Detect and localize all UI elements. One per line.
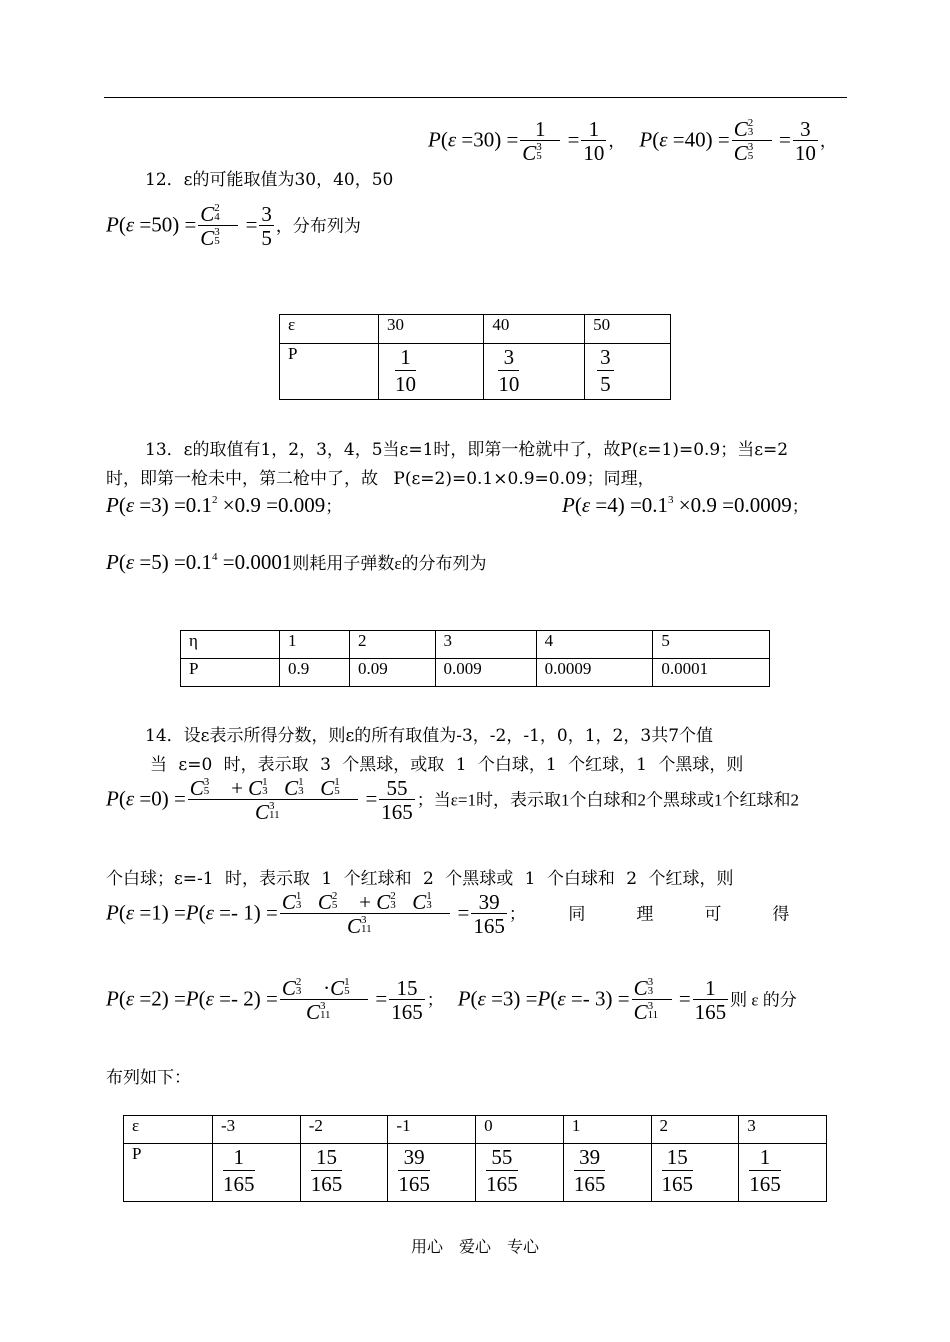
p13-line2: 时，即第一枪未中，第二枪中了，故 P(ε=2)=0.1×0.9=0.09；同理， [106,469,655,489]
p14-eq1: P(ε =1) =P(ε =- 1) = C 1 3 C 2 5 + C 2 3 C 1 3 C 3 11 = $\frac{39}{165}$ ； 同 理 可 得 [106,890,790,938]
p14-line1: 14．设ε表示所得分数，则ε的所有取值为-3，-2，-1，0，1，2，3共7个值 [145,726,714,746]
table-cell: 40 [484,315,585,344]
table-cell: $\frac{39}{165}$ [563,1144,651,1202]
table-cell: $\frac{3}{5}$ [585,344,671,400]
table-cell: ε [124,1116,213,1144]
table-cell: ε [280,315,379,344]
p13-eq3: $P(\varepsilon =3) =0.1^2 \times 0.9 =0.009$； [106,493,343,517]
table-cell: $\frac{39}{165}$ [388,1144,476,1202]
table-cell: 4 [536,631,653,659]
table-cell: $\frac{55}{165}$ [476,1144,564,1202]
header-rule [104,97,847,98]
table-cell: 3 [739,1116,827,1144]
table-cell: 1 [563,1116,651,1144]
page-footer: 用心 爱心 专心 [410,1237,539,1256]
table-cell: $\frac{15}{165}$ [651,1144,739,1202]
table-cell: 3 [435,631,536,659]
p14-eq2: P(ε =2) =P(ε =- 2) = C 2 3 ·C 1 5 C 3 11 = $\frac{15}{165}$ ； P(ε =3) =P(ε =- 3) = C 3 3 C 3 11 = $\frac{1}{165}$ 则 ε 的分 [106,976,797,1024]
p14-eq0: P(ε =0) = C 3 5 + C 1 3 C 1 3 C 1 5 C 3 11 = $\frac{55}{165}$ ；当ε=1时，表示取1个白球和2个黑球或1个红球和2 [106,776,800,824]
p14-distribution-table [123,1115,827,1202]
table-cell: 0.009 [435,659,536,687]
table-cell: 2 [350,631,436,659]
table-cell: P [280,344,379,400]
p12-text: 12．ε的可能取值为30，40，50 [145,170,394,190]
p13-distribution-table [180,630,770,687]
p13-eq5: $P(\varepsilon =5) =0.1^4 =0.0001$则耗用子弹数ε的分布列为 [106,550,487,574]
table-cell: P [181,659,280,687]
table-cell: 0.9 [280,659,350,687]
table-cell: 0.09 [350,659,436,687]
table-cell: 50 [585,315,671,344]
p12-distribution-table [279,314,671,400]
p14-line4: 个白球；ε=-1 时，表示取 1 个红球和 2 个黑球或 1 个白球和 2 个红球，则 [106,869,734,889]
table-cell: 0.0009 [536,659,653,687]
p12-eq50: P(ε =50) = C 2 4 C 3 5 = $\frac{3}{5}$ ，分布列为 [106,202,361,250]
table-cell: -3 [213,1116,301,1144]
p12-eq30: P(ε =30) = 1 C 3 5 = $\frac{1}{10}$ ， P(ε =40) = C 2 3 C 3 5 = $\frac{3}{10}$ ， [428,117,837,165]
p13-line1: 13．ε的取值有1，2，3，4，5当ε=1时，即第一枪就中了，故P(ε=1)=0.9；当ε=2 [145,440,789,460]
table-cell: $\frac{1}{10}$ [379,344,484,400]
table-cell: P [124,1144,213,1202]
p14-line2: 当 ε=0 时，表示取 3 个黑球，或取 1 个白球，1 个红球，1 个黑球，则 [150,755,744,775]
table-cell: 0 [476,1116,564,1144]
p14-line-last: 布列如下： [106,1068,191,1088]
table-cell: 0.0001 [653,659,770,687]
table-cell: $\frac{3}{10}$ [484,344,585,400]
table-cell: 30 [379,315,484,344]
table-cell: -1 [388,1116,476,1144]
p13-eq4: $P(\varepsilon =4) =0.1^3 \times 0.9 =0.0009$； [562,493,809,517]
table-cell: $\frac{1}{165}$ [213,1144,301,1202]
table-cell: 2 [651,1116,739,1144]
table-cell: $\frac{15}{165}$ [300,1144,388,1202]
table-cell: 1 [280,631,350,659]
table-cell: 5 [653,631,770,659]
table-cell: -2 [300,1116,388,1144]
table-cell: η [181,631,280,659]
table-cell: $\frac{1}{165}$ [739,1144,827,1202]
